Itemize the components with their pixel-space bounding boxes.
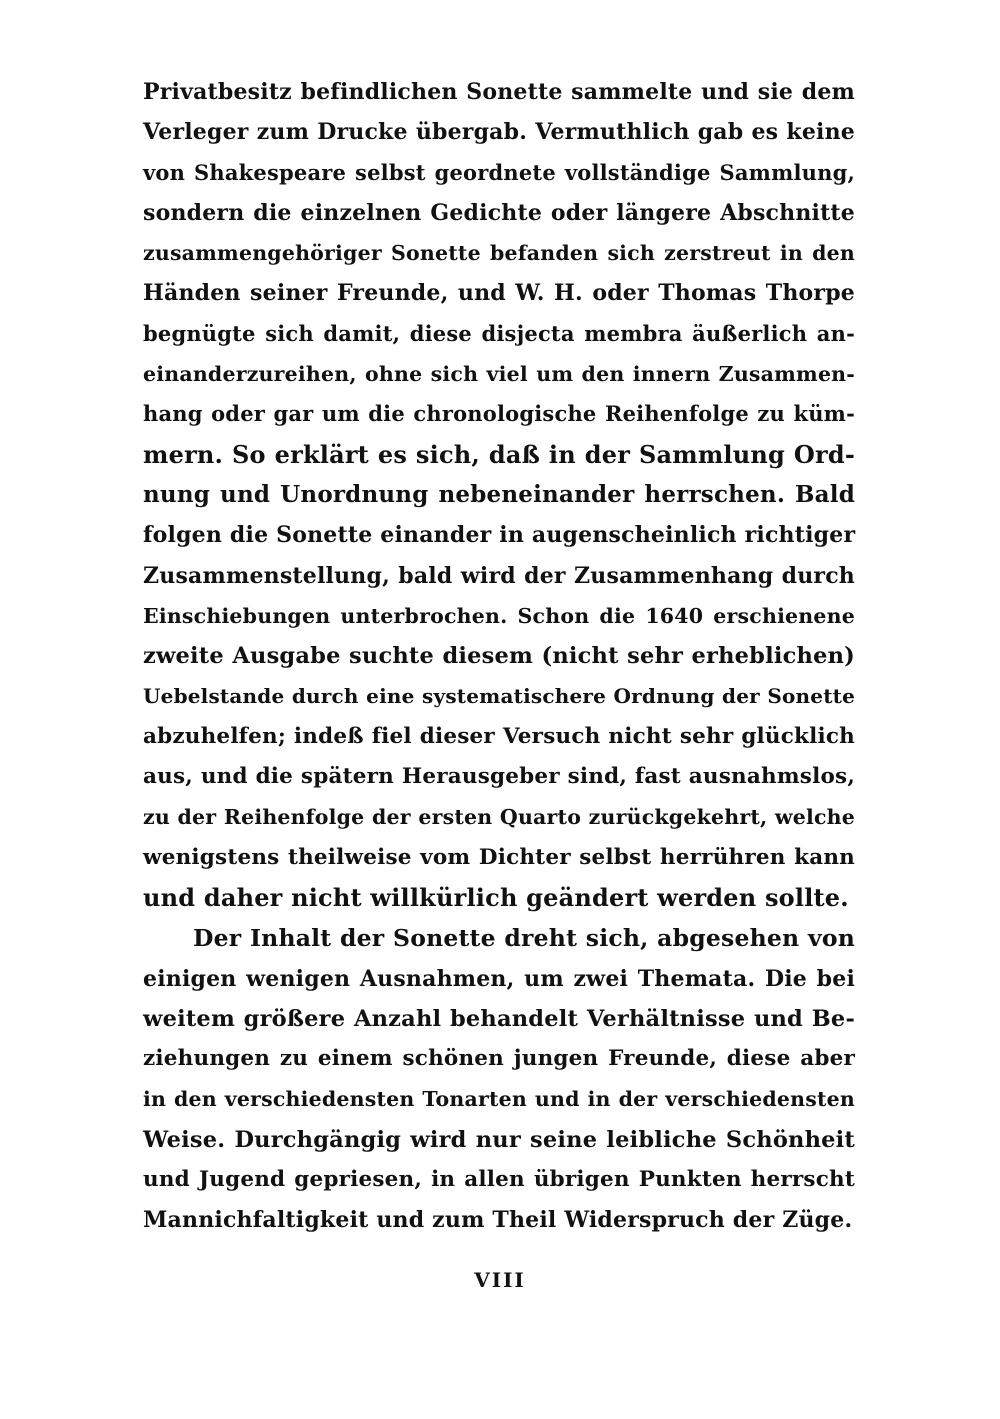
text-line: Uebelstande durch eine systematischere Ordnung der Sonette bbox=[143, 684, 855, 709]
text-line: Weise. Durchgängig wird nur seine leibliche Schönheit bbox=[143, 1126, 855, 1153]
text-line: Einschiebungen unterbrochen. Schon die 1640 erschienene bbox=[143, 603, 855, 628]
body-text bbox=[143, 72, 855, 1241]
page-number: VIII bbox=[474, 1268, 526, 1292]
text-line: abzuhelfen; indeß fiel dieser Versuch nicht sehr glücklich bbox=[143, 723, 855, 749]
text-line: weitem größere Anzahl behandelt Verhältnisse und Be- bbox=[143, 1005, 855, 1032]
text-line: Verleger zum Drucke übergab. Vermuthlich gab es keine bbox=[143, 119, 855, 146]
text-line: folgen die Sonette einander in augenscheinlich richtiger bbox=[143, 522, 856, 549]
text-line: in den verschiedensten Tonarten und in der verschiedensten bbox=[143, 1087, 855, 1112]
text-line: begnügte sich damit, diese disjecta membra äußerlich an- bbox=[143, 320, 855, 346]
text-line: Privatbesitz befindlichen Sonette sammelte und sie dem bbox=[143, 79, 855, 105]
text-line: einanderzureihen, ohne sich viel um den innern Zusammen- bbox=[143, 362, 855, 387]
paragraph bbox=[143, 918, 855, 1240]
paragraph bbox=[143, 72, 855, 918]
text-line: Mannichfaltigkeit und zum Theil Widerspruch der Züge. bbox=[143, 1207, 853, 1234]
text-line: zweite Ausgabe suchte diesem (nicht sehr erheblichen) bbox=[143, 643, 855, 670]
text-line: aus, und die spätern Herausgeber sind, fast ausnahmslos, bbox=[143, 764, 855, 790]
text-line: und Jugend gepriesen, in allen übrigen Punkten herrscht bbox=[143, 1167, 855, 1193]
text-line: zusammengehöriger Sonette befanden sich zerstreut in den bbox=[143, 241, 855, 266]
text-line: Händen seiner Freunde, und W. H. oder Thomas Thorpe bbox=[143, 280, 855, 307]
text-line: und daher nicht willkürlich geändert werden sollte. bbox=[143, 882, 849, 912]
text-line: hang oder gar um die chronologische Reihenfolge zu küm- bbox=[143, 401, 855, 427]
text-line: Der Inhalt der Sonette dreht sich, abgesehen von bbox=[193, 924, 855, 953]
text-line: einigen wenigen Ausnahmen, um zwei Themata. Die bei bbox=[143, 965, 855, 992]
text-line: wenigstens theilweise vom Dichter selbst herrühren kann bbox=[143, 844, 855, 870]
text-line: von Shakespeare selbst geordnete vollständige Sammlung, bbox=[143, 159, 855, 185]
text-line: mern. So erklärt es sich, daß in der Sammlung Ord- bbox=[143, 439, 855, 469]
text-line: zu der Reihenfolge der ersten Quarto zurückgekehrt, welche bbox=[143, 805, 855, 830]
text-line: Zusammenstellung, bald wird der Zusammenhang durch bbox=[143, 562, 855, 589]
text-line: ziehungen zu einem schönen jungen Freunde, diese aber bbox=[143, 1046, 855, 1072]
text-line: nung und Unordnung nebeneinander herrschen. Bald bbox=[143, 480, 855, 508]
text-line: sondern die einzelnen Gedichte oder längere Abschnitte bbox=[143, 199, 855, 226]
